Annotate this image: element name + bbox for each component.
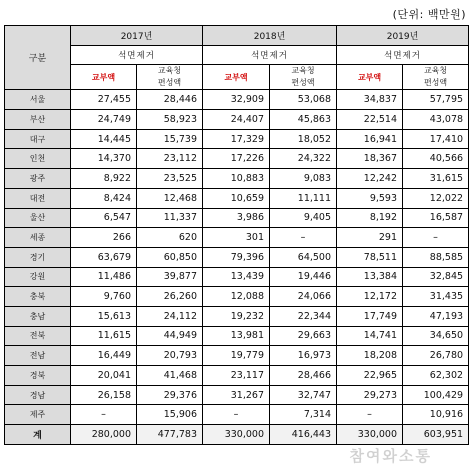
value-cell: 16,449 xyxy=(71,346,137,366)
value-cell: 78,511 xyxy=(337,247,403,267)
value-cell: 24,066 xyxy=(270,287,337,307)
value-cell: 22,514 xyxy=(337,110,403,130)
value-cell: 11,486 xyxy=(71,267,137,287)
value-cell: 34,837 xyxy=(337,90,403,110)
value-cell: 23,117 xyxy=(203,366,270,386)
value-cell: 19,232 xyxy=(203,306,270,326)
value-cell: 29,376 xyxy=(137,385,203,405)
region-cell: 전남 xyxy=(5,346,71,366)
value-cell: 28,446 xyxy=(137,90,203,110)
value-cell: 13,384 xyxy=(337,267,403,287)
value-cell: 14,741 xyxy=(337,326,403,346)
value-cell: 29,663 xyxy=(270,326,337,346)
value-cell: 100,429 xyxy=(403,385,469,405)
value-cell: 20,793 xyxy=(137,346,203,366)
moe-col-2019: 교부액 xyxy=(337,65,403,90)
moe-col-2017: 교부액 xyxy=(71,65,137,90)
value-cell: 12,088 xyxy=(203,287,270,307)
moe-col-2018: 교부액 xyxy=(203,65,270,90)
region-cell: 서울 xyxy=(5,90,71,110)
value-cell: 41,468 xyxy=(137,366,203,386)
value-cell: 27,455 xyxy=(71,90,137,110)
region-cell: 울산 xyxy=(5,208,71,228)
value-cell: – xyxy=(403,228,469,248)
total-row xyxy=(5,425,469,445)
value-cell: 16,587 xyxy=(403,208,469,228)
value-cell: 28,466 xyxy=(270,366,337,386)
value-cell: 32,845 xyxy=(403,267,469,287)
table-row xyxy=(5,385,469,405)
value-cell: 45,863 xyxy=(270,110,337,130)
value-cell: 22,965 xyxy=(337,366,403,386)
value-cell: 620 xyxy=(137,228,203,248)
value-cell: 9,083 xyxy=(270,169,337,189)
value-cell: 19,779 xyxy=(203,346,270,366)
value-cell: 15,739 xyxy=(137,129,203,149)
region-cell: 세종 xyxy=(5,228,71,248)
value-cell: 330,000 xyxy=(203,425,270,445)
table-body xyxy=(5,90,469,444)
value-cell: 603,951 xyxy=(403,425,469,445)
value-cell: 266 xyxy=(71,228,137,248)
table-row xyxy=(5,129,469,149)
value-cell: 60,850 xyxy=(137,247,203,267)
table-row xyxy=(5,306,469,326)
table-row xyxy=(5,287,469,307)
value-cell: – xyxy=(337,405,403,425)
value-cell: 26,158 xyxy=(71,385,137,405)
value-cell: 15,613 xyxy=(71,306,137,326)
value-cell: 9,760 xyxy=(71,287,137,307)
value-cell: 330,000 xyxy=(337,425,403,445)
region-cell: 경기 xyxy=(5,247,71,267)
value-cell: 19,446 xyxy=(270,267,337,287)
value-cell: 31,267 xyxy=(203,385,270,405)
edu-col-2018: 교육청 편성액 xyxy=(270,65,337,90)
table-row xyxy=(5,149,469,169)
value-cell: 15,906 xyxy=(137,405,203,425)
value-cell: 26,260 xyxy=(137,287,203,307)
edu-col-2019: 교육청 편성액 xyxy=(403,65,469,90)
value-cell: 39,877 xyxy=(137,267,203,287)
value-cell: 57,795 xyxy=(403,90,469,110)
value-cell: 22,344 xyxy=(270,306,337,326)
value-cell: 63,679 xyxy=(71,247,137,267)
region-cell: 강원 xyxy=(5,267,71,287)
group-header-2018: 석면제거 xyxy=(203,45,337,65)
value-cell: 280,000 xyxy=(71,425,137,445)
value-cell: 291 xyxy=(337,228,403,248)
region-cell: 대구 xyxy=(5,129,71,149)
value-cell: 17,226 xyxy=(203,149,270,169)
value-cell: 7,314 xyxy=(270,405,337,425)
value-cell: 17,410 xyxy=(403,129,469,149)
region-cell: 충북 xyxy=(5,287,71,307)
value-cell: 18,052 xyxy=(270,129,337,149)
value-cell: 62,302 xyxy=(403,366,469,386)
value-cell: 11,337 xyxy=(137,208,203,228)
value-cell: – xyxy=(203,405,270,425)
table-row xyxy=(5,169,469,189)
value-cell: – xyxy=(71,405,137,425)
value-cell: 23,112 xyxy=(137,149,203,169)
region-cell: 부산 xyxy=(5,110,71,130)
value-cell: 44,949 xyxy=(137,326,203,346)
value-cell: 301 xyxy=(203,228,270,248)
value-cell: 477,783 xyxy=(137,425,203,445)
value-cell: 20,041 xyxy=(71,366,137,386)
region-cell: 인천 xyxy=(5,149,71,169)
category-header: 구분 xyxy=(5,26,71,90)
value-cell: 17,329 xyxy=(203,129,270,149)
value-cell: 32,747 xyxy=(270,385,337,405)
value-cell: 13,439 xyxy=(203,267,270,287)
value-cell: 13,981 xyxy=(203,326,270,346)
value-cell: 18,208 xyxy=(337,346,403,366)
region-cell: 제주 xyxy=(5,405,71,425)
value-cell: 53,068 xyxy=(270,90,337,110)
table-row xyxy=(5,228,469,248)
value-cell: 12,242 xyxy=(337,169,403,189)
value-cell: 47,193 xyxy=(403,306,469,326)
value-cell: 12,022 xyxy=(403,188,469,208)
edu-col-2017: 교육청 편성액 xyxy=(137,65,203,90)
year-2018-header: 2018년 xyxy=(203,26,337,46)
value-cell: 6,547 xyxy=(71,208,137,228)
unit-label: (단위: 백만원) xyxy=(392,8,466,21)
value-cell: 58,923 xyxy=(137,110,203,130)
value-cell: 24,322 xyxy=(270,149,337,169)
value-cell: 8,922 xyxy=(71,169,137,189)
group-header-2017: 석면제거 xyxy=(71,45,203,65)
region-cell: 경북 xyxy=(5,366,71,386)
value-cell: 23,525 xyxy=(137,169,203,189)
value-cell: – xyxy=(270,228,337,248)
value-cell: 12,172 xyxy=(337,287,403,307)
table-row xyxy=(5,326,469,346)
value-cell: 12,468 xyxy=(137,188,203,208)
value-cell: 32,909 xyxy=(203,90,270,110)
region-cell: 경남 xyxy=(5,385,71,405)
value-cell: 3,986 xyxy=(203,208,270,228)
value-cell: 40,566 xyxy=(403,149,469,169)
table-row xyxy=(5,366,469,386)
value-cell: 9,593 xyxy=(337,188,403,208)
value-cell: 26,780 xyxy=(403,346,469,366)
value-cell: 10,659 xyxy=(203,188,270,208)
value-cell: 9,405 xyxy=(270,208,337,228)
value-cell: 31,615 xyxy=(403,169,469,189)
group-header-2019: 석면제거 xyxy=(337,45,469,65)
value-cell: 14,445 xyxy=(71,129,137,149)
value-cell: 16,973 xyxy=(270,346,337,366)
table-row xyxy=(5,110,469,130)
watermark: 참여와소통 xyxy=(349,447,432,465)
value-cell: 10,916 xyxy=(403,405,469,425)
value-cell: 10,883 xyxy=(203,169,270,189)
table-row xyxy=(5,346,469,366)
value-cell: 34,650 xyxy=(403,326,469,346)
value-cell: 79,396 xyxy=(203,247,270,267)
year-2017-header: 2017년 xyxy=(71,26,203,46)
value-cell: 11,111 xyxy=(270,188,337,208)
table-row xyxy=(5,90,469,110)
region-cell: 계 xyxy=(5,425,71,445)
value-cell: 8,192 xyxy=(337,208,403,228)
value-cell: 24,407 xyxy=(203,110,270,130)
table-row xyxy=(5,405,469,425)
region-cell: 충남 xyxy=(5,306,71,326)
region-cell: 전북 xyxy=(5,326,71,346)
value-cell: 64,500 xyxy=(270,247,337,267)
region-cell: 광주 xyxy=(5,169,71,189)
value-cell: 11,615 xyxy=(71,326,137,346)
value-cell: 416,443 xyxy=(270,425,337,445)
value-cell: 17,749 xyxy=(337,306,403,326)
budget-table xyxy=(4,25,469,445)
table-row xyxy=(5,208,469,228)
value-cell: 88,585 xyxy=(403,247,469,267)
value-cell: 24,749 xyxy=(71,110,137,130)
table-row xyxy=(5,247,469,267)
year-2019-header: 2019년 xyxy=(337,26,469,46)
value-cell: 29,273 xyxy=(337,385,403,405)
value-cell: 43,078 xyxy=(403,110,469,130)
value-cell: 24,112 xyxy=(137,306,203,326)
value-cell: 31,435 xyxy=(403,287,469,307)
value-cell: 16,941 xyxy=(337,129,403,149)
value-cell: 18,367 xyxy=(337,149,403,169)
table-row xyxy=(5,188,469,208)
region-cell: 대전 xyxy=(5,188,71,208)
table-row xyxy=(5,267,469,287)
value-cell: 8,424 xyxy=(71,188,137,208)
value-cell: 14,370 xyxy=(71,149,137,169)
